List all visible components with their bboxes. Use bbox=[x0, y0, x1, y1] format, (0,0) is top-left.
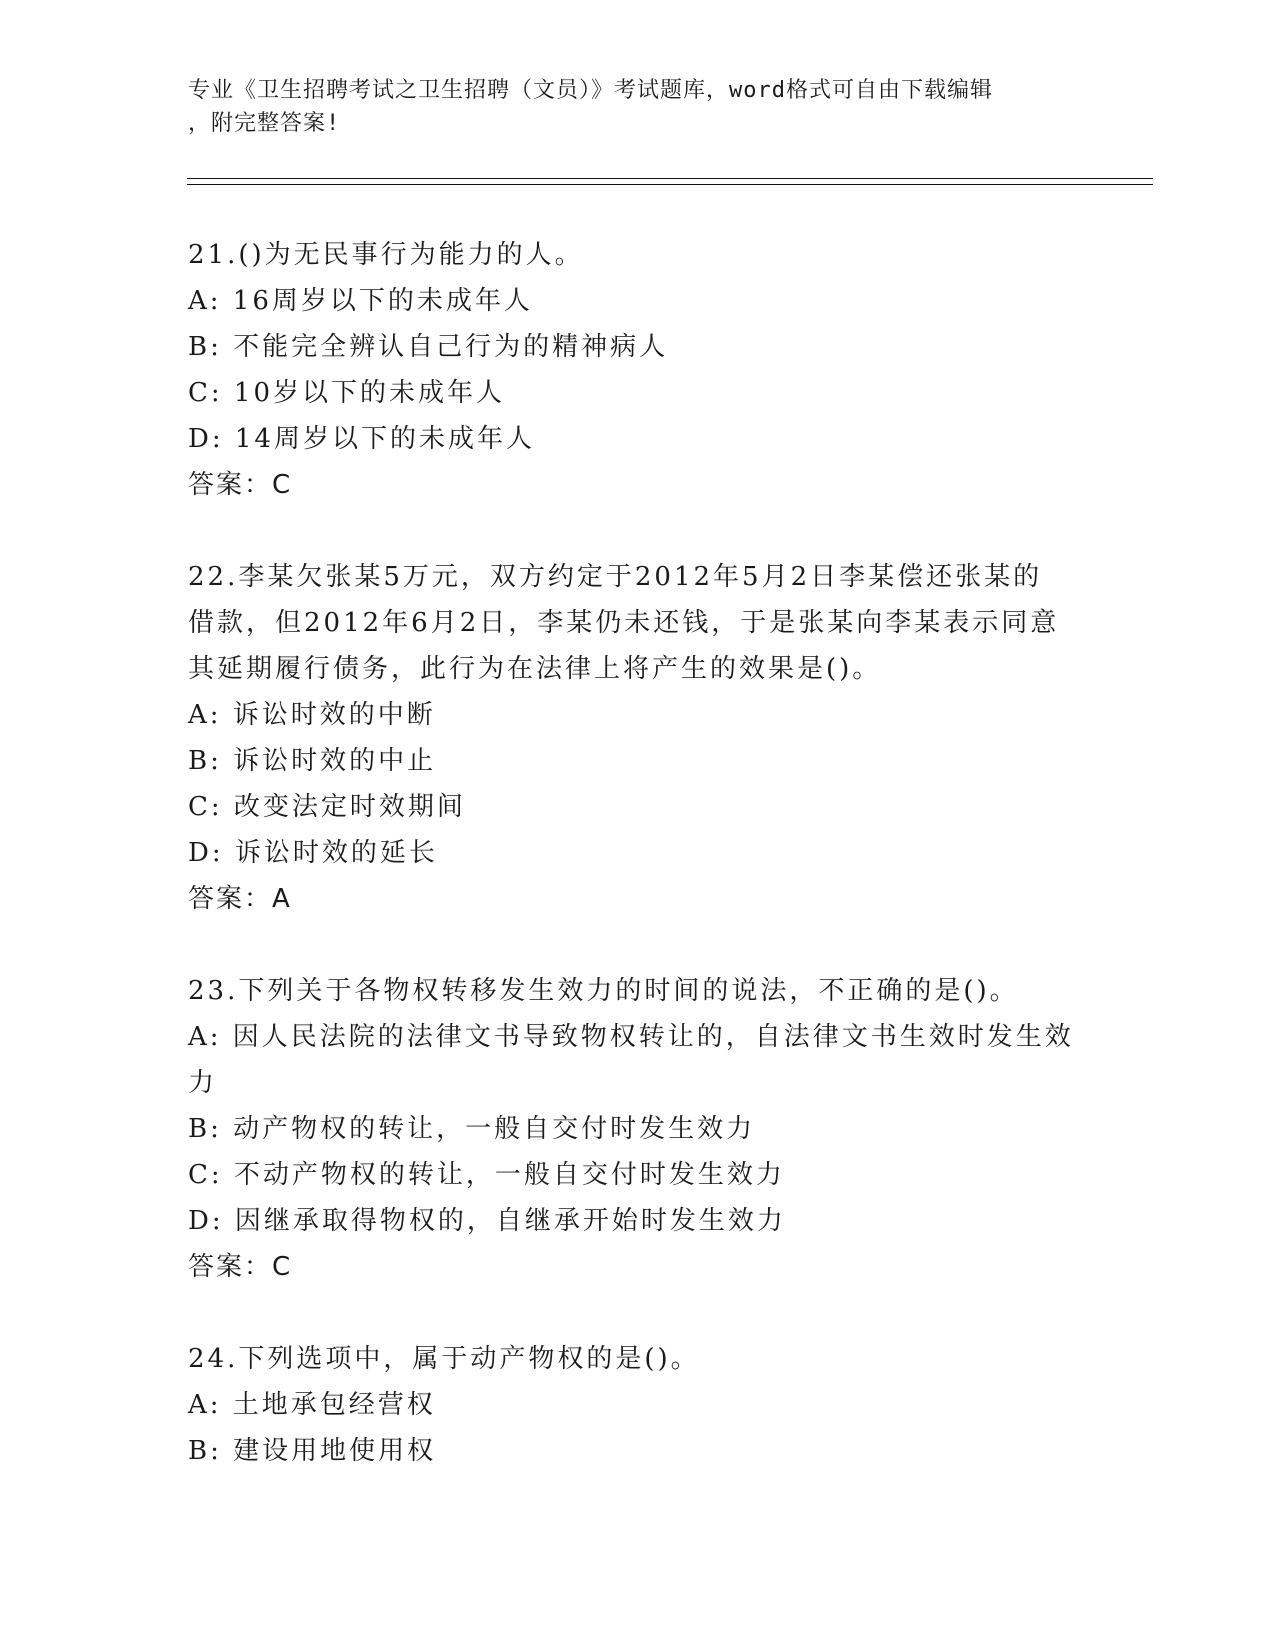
question-23 bbox=[188, 968, 1088, 1290]
option-c: C: 改变法定时效期间 bbox=[188, 792, 466, 822]
question-stem-line-3: 其延期履行债务，此行为在法律上将产生的效果是()。 bbox=[188, 654, 882, 684]
option-b: B: 诉讼时效的中止 bbox=[188, 746, 437, 776]
answer-text: 答案：C bbox=[188, 1252, 293, 1282]
header-line-2: ，附完整答案! bbox=[188, 111, 341, 136]
option-c: C: 不动产物权的转让，一般自交付时发生效力 bbox=[188, 1160, 785, 1190]
option-d: D: 诉讼时效的延长 bbox=[188, 838, 438, 868]
option-b: B: 建设用地使用权 bbox=[188, 1436, 437, 1466]
question-21 bbox=[188, 232, 1088, 508]
question-22 bbox=[188, 554, 1088, 922]
option-b: B: 动产物权的转让，一般自交付时发生效力 bbox=[188, 1114, 756, 1144]
option-a: A: 诉讼时效的中断 bbox=[188, 700, 436, 730]
question-stem-line-1: 22.李某欠张某5万元，双方约定于2012年5月2日李某偿还张某的 bbox=[188, 562, 1043, 592]
option-a: A: 16周岁以下的未成年人 bbox=[188, 286, 533, 316]
option-d: D: 因继承取得物权的，自继承开始时发生效力 bbox=[188, 1206, 786, 1236]
option-a-line-1: A: 因人民法院的法律文书导致物权转让的，自法律文书生效时发生效 bbox=[188, 1022, 1074, 1052]
question-24 bbox=[188, 1336, 1088, 1474]
question-list bbox=[188, 232, 1088, 1520]
header-divider-top bbox=[187, 178, 1153, 179]
question-stem-line-2: 借款，但2012年6月2日，李某仍未还钱，于是张某向李某表示同意 bbox=[188, 608, 1060, 638]
option-b: B: 不能完全辨认自己行为的精神病人 bbox=[188, 332, 669, 362]
question-stem: 24.下列选项中，属于动产物权的是()。 bbox=[188, 1344, 700, 1374]
option-a-line-2: 力 bbox=[188, 1068, 218, 1098]
question-stem: 23.下列关于各物权转移发生效力的时间的说法，不正确的是()。 bbox=[188, 976, 1019, 1006]
answer-text: 答案：A bbox=[188, 884, 292, 914]
header-divider-bottom bbox=[187, 184, 1153, 185]
question-stem: 21.()为无民事行为能力的人。 bbox=[188, 240, 584, 270]
document-header bbox=[188, 74, 1068, 140]
option-a: A: 土地承包经营权 bbox=[188, 1390, 436, 1420]
option-c: C: 10岁以下的未成年人 bbox=[188, 378, 506, 408]
option-d: D: 14周岁以下的未成年人 bbox=[188, 424, 535, 454]
header-line-1: 专业《卫生招聘考试之卫生招聘（文员）》考试题库，word格式可自由下载编辑 bbox=[188, 78, 993, 103]
answer-text: 答案：C bbox=[188, 470, 293, 500]
